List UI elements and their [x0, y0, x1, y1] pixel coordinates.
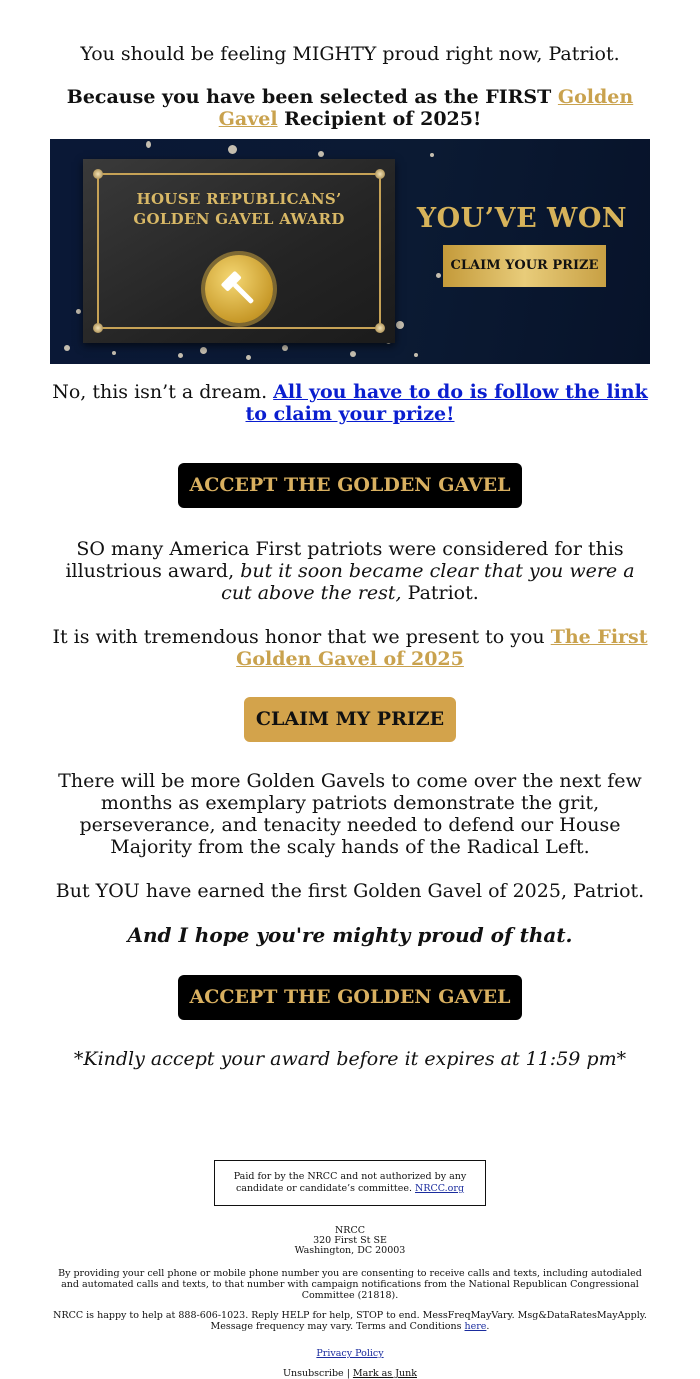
headline-before: Because you have been selected as the FIRST	[66, 86, 558, 108]
proud-paragraph: And I hope you're mighty proud of that.	[127, 923, 573, 947]
accept-golden-gavel-button-2[interactable]: ACCEPT THE GOLDEN GAVEL	[178, 975, 523, 1020]
intro-text: You should be feeling MIGHTY proud right now, Patriot.	[80, 43, 620, 65]
you-won-text: YOU’VE WON	[416, 203, 628, 234]
deadline-text: *Kindly accept your award before it expires at 11:59 pm*	[73, 1048, 627, 1070]
paid-for-text: Paid for by the NRCC and not authorized by any candidate or candidate’s committee.	[233, 1171, 467, 1194]
unsubscribe-row	[50, 1368, 650, 1379]
org-name: NRCC	[334, 1225, 365, 1236]
plaque-line-2: GOLDEN GAVEL AWARD	[133, 210, 345, 228]
dream-text	[50, 381, 650, 425]
follow-link[interactable]: All you have to do is follow the link to claim your prize!	[245, 381, 648, 425]
patriots-end: Patriot.	[401, 582, 479, 604]
first-golden-gavel-link[interactable]: The First Golden Gavel of 2025	[236, 626, 648, 670]
privacy-row	[50, 1348, 650, 1359]
city-address: Washington, DC 20003	[294, 1245, 406, 1256]
banner-claim-button[interactable]: CLAIM YOUR PRIZE	[443, 245, 606, 287]
accept-golden-gavel-button[interactable]: ACCEPT THE GOLDEN GAVEL	[178, 463, 523, 508]
earned-paragraph: But YOU have earned the first Golden Gavel of 2025, Patriot.	[55, 880, 645, 902]
claim-my-prize-button[interactable]: CLAIM MY PRIZE	[244, 697, 456, 742]
more-gavels-paragraph: There will be more Golden Gavels to come over the next few months as exemplary patriots demonstrate the grit, perseverance, and tenacity needed to defend our House Majority from the scaly hands of the Radical Left.	[58, 770, 642, 858]
help-body: NRCC is happy to help at 888-606-1023. Reply HELP for help, STOP to end. MessFreqMayVary. Msg&DataRatesMayApply. Message frequency may vary. Terms and Conditions	[53, 1310, 647, 1332]
patriots-paragraph	[50, 538, 650, 604]
mailing-address	[50, 1226, 650, 1256]
nrcc-link[interactable]: NRCC.org	[415, 1183, 465, 1194]
headline	[50, 86, 650, 130]
honor-paragraph	[50, 626, 650, 670]
dream-before: No, this isn’t a dream.	[52, 381, 274, 403]
help-end: .	[486, 1321, 490, 1332]
privacy-policy-link[interactable]: Privacy Policy	[316, 1348, 384, 1359]
unsubscribe-link[interactable]: Unsubscribe	[282, 1368, 344, 1379]
terms-here-link[interactable]: here	[464, 1321, 487, 1332]
help-text	[50, 1310, 650, 1332]
award-plaque	[83, 159, 395, 343]
award-banner[interactable]	[50, 139, 650, 364]
golden-gavel-link[interactable]: Golden Gavel	[218, 86, 634, 130]
street-address: 320 First St SE	[313, 1235, 387, 1246]
footer-separator: |	[343, 1368, 353, 1379]
plaque-line-1: HOUSE REPUBLICANS’	[136, 190, 342, 208]
patriots-plain: SO many America First patriots were considered for this illustrious award,	[65, 538, 624, 582]
paid-for-box	[214, 1160, 486, 1206]
honor-before: It is with tremendous honor that we present to you	[52, 626, 551, 648]
headline-after: Recipient of 2025!	[277, 108, 482, 130]
consent-text: By providing your cell phone or mobile phone number you are consenting to receive calls and texts, including autodialed and automated calls and texts, to that number with campaign notifications from the National Republican Congressional Committee (21818).	[58, 1268, 642, 1301]
mark-as-junk-link[interactable]: Mark as Junk	[352, 1368, 417, 1379]
gavel-seal-icon	[205, 255, 273, 323]
email-body	[50, 0, 650, 1379]
plaque-title	[83, 189, 395, 229]
patriots-italic: but it soon became clear that you were a cut above the rest,	[221, 560, 635, 604]
